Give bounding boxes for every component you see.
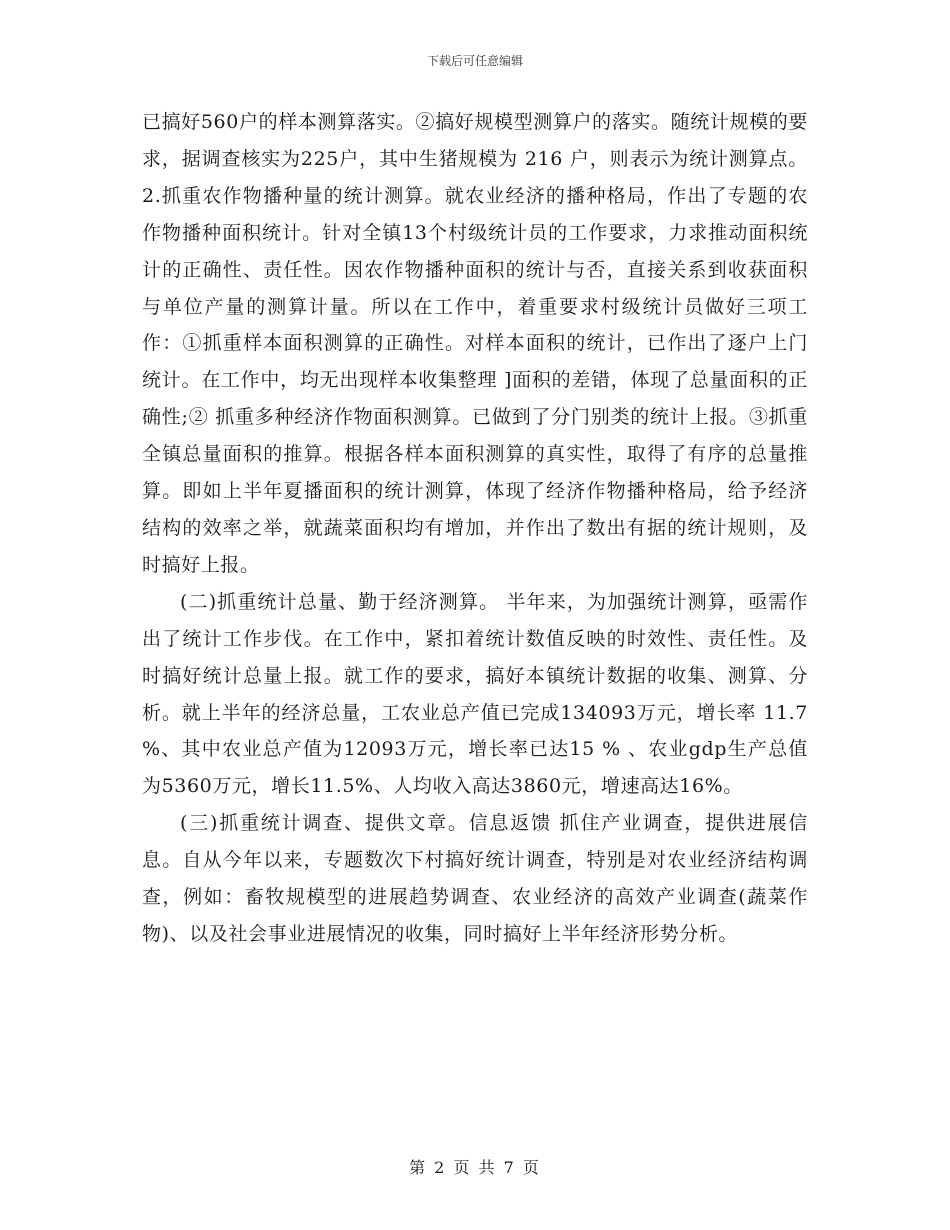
body-paragraph-1: 已搞好560户的样本测算落实。②搞好规模型测算户的落实。随统计规模的要求，据调查核实为225户，其中生猪规模为 216 户，则表示为统计测算点。 2.抓重农作物播种量的统计测算。就农业经济的播种格局，作出了专题的农作物播种面积统计。针对全镇13个村级统计员的工作要求，力求推动面积统计的正确性、责任性。因农作物播种面积的统计与否，直接关系到收获面积与单位产量的测算计量。所以在工作中，着重要求村级统计员做好三项工作：①抓重样本面积测算的正确性。对样本面积的统计，已作出了逐户上门统计。在工作中，均无出现样本收集整理 ]面积的差错，体现了总量面积的正确性;② 抓重多种经济作物面积测算。已做到了分门别类的统计上报。③抓重全镇总量面积的推算。根据各样本面积测算的真实性，取得了有序的总量推算。即如上半年夏播面积的统计测算，体现了经济作物播种格局，给予经济结构的效率之举，就蔬菜面积均有增加，并作出了数出有据的统计规则，及时搞好上报。 [142, 111, 808, 576]
body-paragraph-2: (二)抓重统计总量、勤于经济测算。 半年来，为加强统计测算，亟需作出了统计工作步伐。在工作中，紧扣着统计数值反映的时效性、责任性。及时搞好统计总量上报。就工作的要求，搞好本镇统计数据的收集、测算、分析。就上半年的经济总量，工农业总产值已完成134093万元，增长率 11.7 %、其中农业总产值为12093万元，增长率已达15 % 、农业gdp生产总值为5360万元，增长11.5%、人均收入高达3860元，增速高达16%。 [142, 590, 808, 798]
page-footer: 第 2 页 共 7 页 [409, 1158, 541, 1177]
document-body [142, 104, 808, 953]
body-paragraph-3: (三)抓重统计调查、提供文章。信息返馈 抓住产业调查，提供进展信息。自从今年以来，专题数次下村搞好统计调查，特别是对农业经济结构调查，例如：畜牧规模型的进展趋势调查、农业经济的高效产业调查(蔬菜作物)、以及社会事业进展情况的收集，同时搞好上半年经济形势分析。 [142, 812, 808, 945]
page-header: 下载后可任意编辑 [426, 54, 523, 68]
